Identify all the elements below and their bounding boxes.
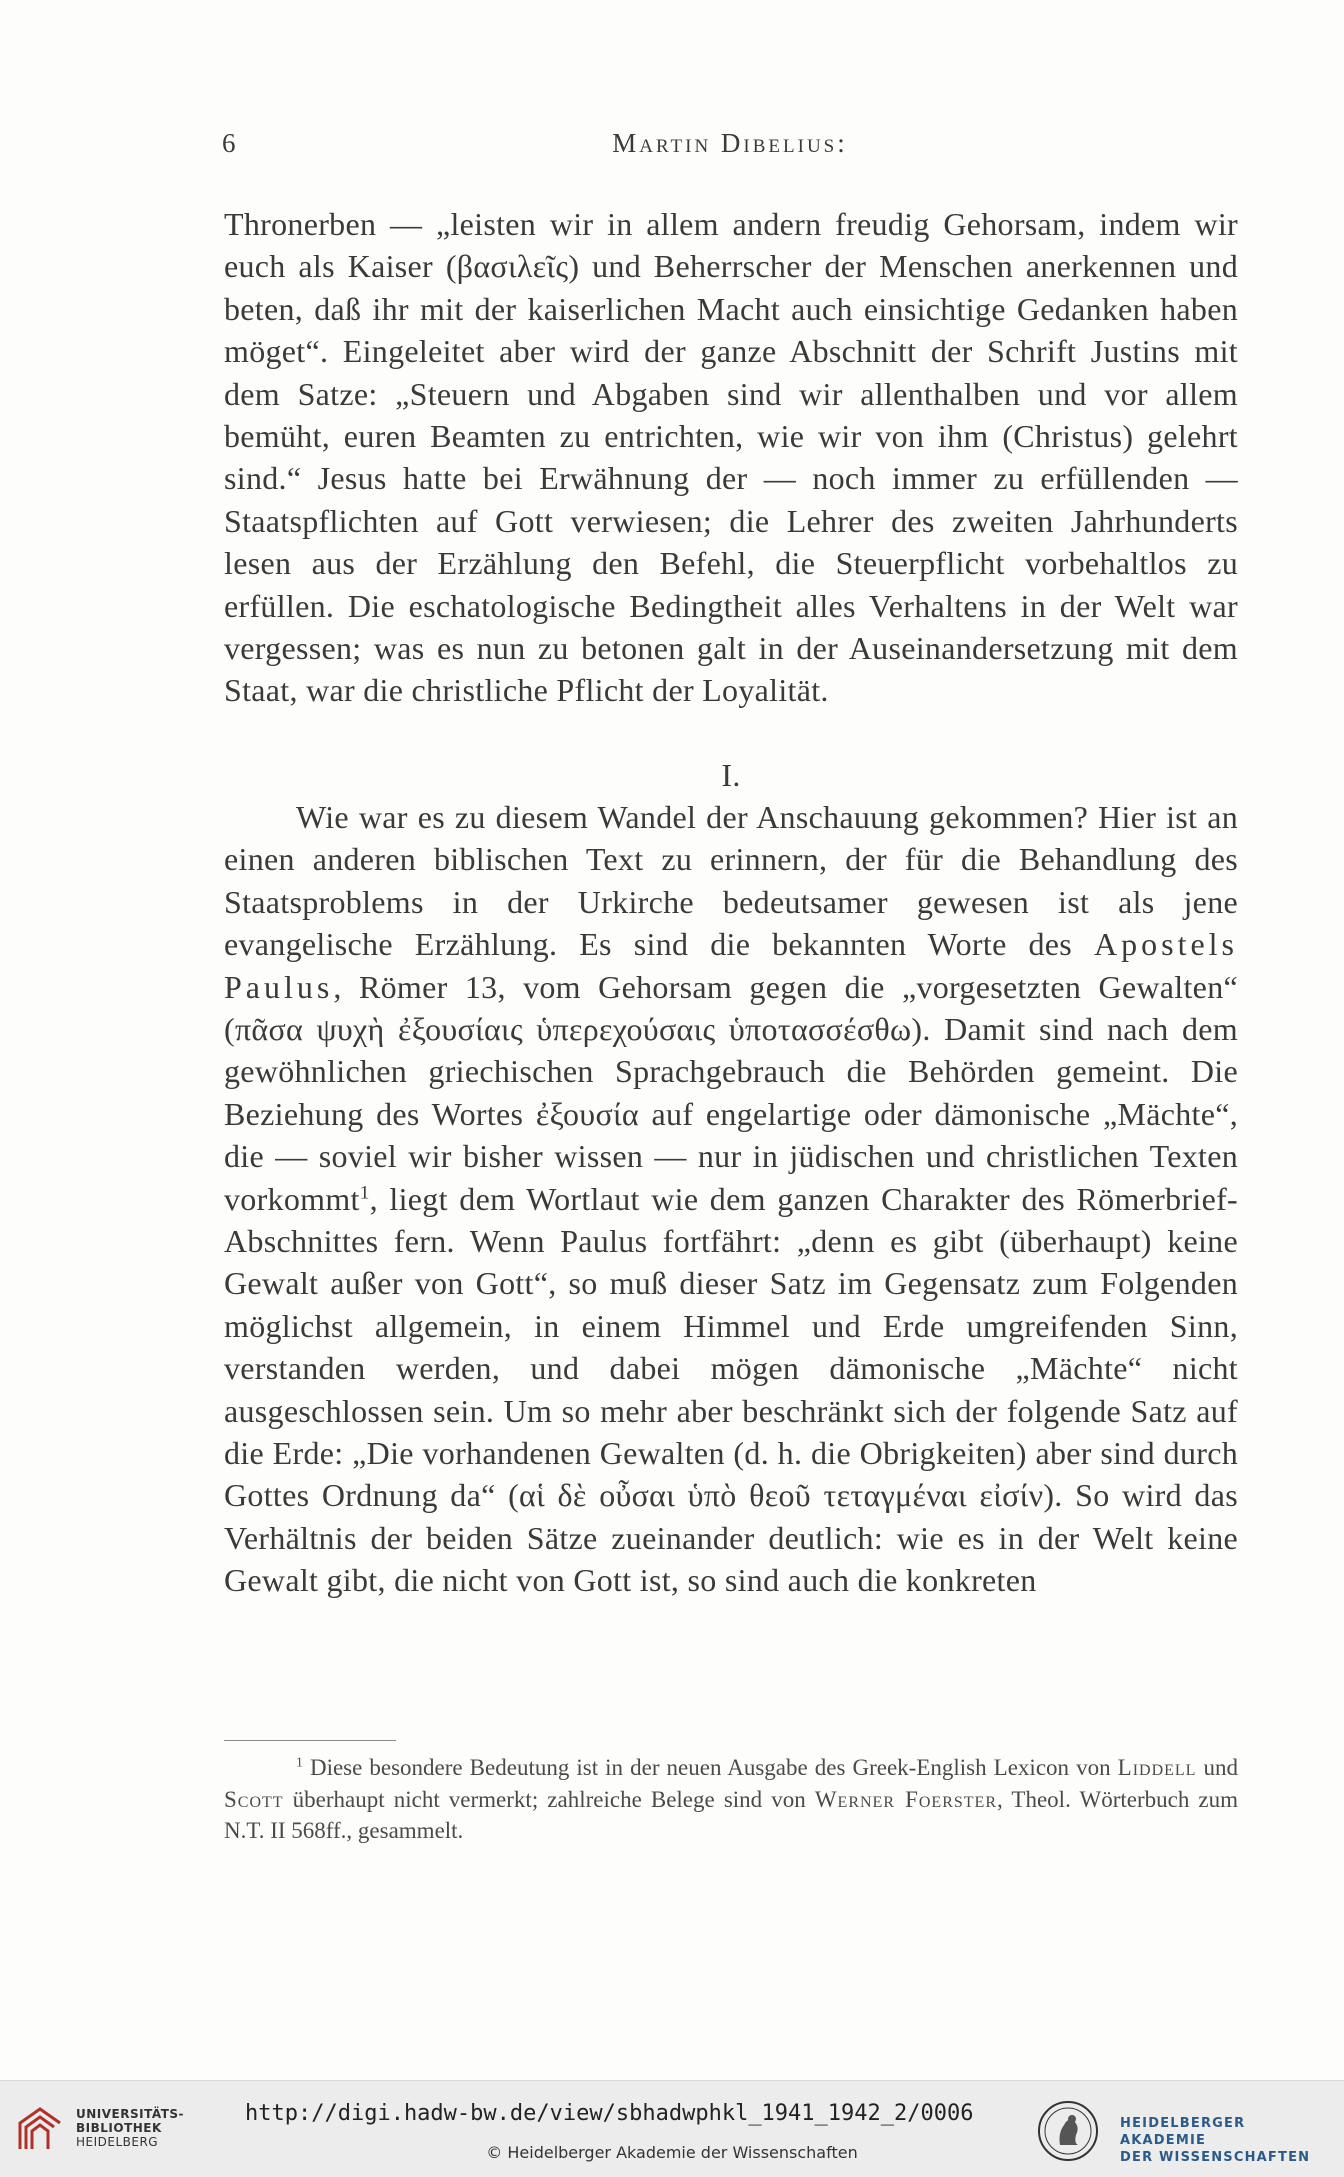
footnote-author: Scott — [224, 1786, 284, 1812]
footnote-marker: 1 — [296, 1754, 303, 1770]
footnote-text: überhaupt nicht vermerkt; zahlreiche Belege sind von — [292, 1786, 806, 1812]
body-text — [224, 203, 1238, 1602]
footnote-text: Diese besondere Bedeutung ist in der neuen Ausgabe des Greek-English Lexicon von — [309, 1755, 1111, 1780]
footnote-text: , Theol. Wörterbuch zum N.T. II 568ff., gesammelt. — [224, 1786, 1239, 1843]
running-title: Martin Dibelius: — [612, 128, 848, 158]
footnote-text: und — [1203, 1755, 1239, 1780]
paragraph — [224, 796, 1238, 1602]
academy-seal-icon — [1036, 2099, 1100, 2163]
emphasis-apostle: Apostels Paulus — [224, 926, 1238, 1005]
academy-branding[interactable] — [1036, 2095, 1336, 2165]
page-number: 6 — [222, 128, 237, 158]
footnote-divider — [224, 1740, 396, 1741]
viewer-footer — [0, 2080, 1344, 2177]
footnote — [224, 1752, 1238, 1847]
library-name: UNIVERSITÄTS- BIBLIOTHEK HEIDELBERG — [76, 2107, 185, 2149]
running-head — [222, 128, 1238, 168]
paragraph-text: , liegt dem Wortlaut wie dem ganzen Charakter des Römerbrief-Abschnittes fern. Wenn Paulus fortfährt: „denn es gibt (überhaupt) keine Gewalt außer von Gott“, so muß dieser Satz im Gegensatz zum Folgenden möglichst allgemein, in einem Himmel und Erde umgreifenden Sinn, verstanden werden, und dabei mögen dämonische „Mächte“ nicht ausgeschlossen sein. Um so mehr aber beschränkt sich der folgende Satz auf die Erde: „Die vorhandenen Gewalten (d. h. die Obrigkeiten) aber sind durch Gottes Ordnung da“ (αἱ δὲ οὖσαι ὑπὸ θεοῦ τεταγμέναι εἰσίν). So wird das Verhältnis der beiden Sätze zueinander deutlich: wie es in der Welt keine Gewalt gibt, die nicht von Gott ist, so sind auch die konkreten — [224, 1180, 1238, 1599]
paragraph-text: Wie war es zu diesem Wandel der Anschauung gekommen? Hier ist an einen anderen biblischen Text zu erinnern, der für die Behandlung des Staatsproblems in der Urkirche bedeutsamer gewesen ist als jene evangelische Erzählung. Es sind die bekannten Worte des — [224, 798, 1238, 963]
footnote-reference[interactable]: 1 — [359, 1181, 370, 1203]
footnote-author: Liddell — [1117, 1755, 1197, 1780]
section-heading: I. — [721, 756, 741, 793]
academy-name: HEIDELBERGER AKADEMIE DER WISSENSCHAFTEN — [1120, 2116, 1311, 2165]
document-url-link[interactable]: http://digi.hadw-bw.de/view/sbhadwphkl_1941_1942_2/0006 — [245, 2101, 974, 2126]
footnotes — [224, 1752, 1238, 1847]
paragraph-text: , Römer 13, vom Gehorsam gegen die „vorgesetzten Gewalten“ (πᾶσα ψυχὴ ἐξουσίαις ὑπερεχούσαις ὑποτασσέσθω). Damit sind nach dem gewöhnlichen griechischen Sprachgebrauch die Behörden gemeint. Die Beziehung des Wortes ἐξουσία auf engelartige oder dämonische „Mächte“, die — soviel wir bisher wissen — nur in jüdischen und christlichen Texten vorkommt — [224, 968, 1238, 1217]
paragraph: Thronerben — „leisten wir in allem andern freudig Gehorsam, indem wir euch als Kaiser (βασιλεῖς) und Beherrscher der Menschen anerkennen und beten, daß ihr mit der kaiserlichen Macht auch einsichtige Gedanken haben möget“. Eingeleitet aber wird der ganze Abschnitt der Schrift Justins mit dem Satze: „Steuern und Abgaben sind wir allenthalben und vor allem bemüht, euren Beamten zu entrichten, wie wir von ihm (Christus) gelehrt sind.“ Jesus hatte bei Erwähnung der — noch immer zu erfüllenden — Staatspflichten auf Gott verwiesen; die Lehrer des zweiten Jahrhunderts lesen aus der Erzählung den Befehl, die Steuerpflicht vorbehaltlos zu erfüllen. Die eschatologische Bedingtheit alles Verhaltens in der Welt war vergessen; was es nun zu betonen galt in der Auseinandersetzung mit dem Staat, war die christliche Pflicht der Loyalität. — [224, 206, 1238, 709]
footnote-author: Werner Foerster — [814, 1786, 997, 1812]
copyright-notice: © Heidelberger Akademie der Wissenschaften — [486, 2143, 858, 2162]
